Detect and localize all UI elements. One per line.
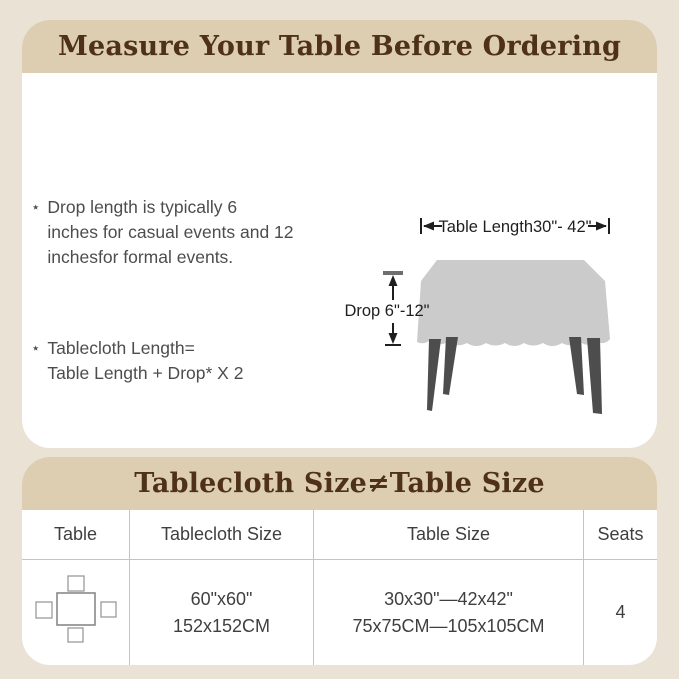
drop-length-note-text [47,195,293,270]
table-length-dimension [421,218,609,236]
star-bullet-icon: ⋆ [31,340,41,357]
tablecloth-length-note [31,336,243,386]
table-leg [427,339,441,411]
star-bullet-icon: ⋆ [31,199,41,216]
size-table [22,510,657,665]
table-size-inches: 30x30"—42x42" [384,588,513,609]
table-leg [443,337,458,395]
table-size-cell [314,560,584,665]
size-card-header [22,457,657,510]
col-header-tablecloth-size: Tablecloth Size [130,510,314,560]
measure-card-header [22,20,657,73]
note-line: inchesfor formal events. [47,247,234,267]
seats-cell: 4 [615,602,626,622]
note-line: inches for casual events and 12 [47,222,294,242]
table-measurement-diagram [330,211,630,421]
tablecloth-size-inches: 60"x60" [190,588,253,609]
note-line: Drop length is typically 6 [47,197,238,217]
note-line: Table Length + Drop* X 2 [47,363,244,383]
tablecloth-size-cm: 152x152CM [172,615,271,636]
square-table-with-4-chairs-icon [31,574,121,652]
tablecloth-size-cell [130,560,314,665]
size-card [22,457,657,665]
measure-title: Measure Your Table Before Ordering [57,31,622,62]
measure-card [22,20,657,448]
size-title: Tablecloth Size≠Table Size [134,468,545,499]
col-header-seats: Seats [584,510,657,560]
measure-card-body [22,73,657,448]
table-shape-cell [22,560,130,665]
tablecloth-shape [417,260,610,346]
drop-length-note [31,195,294,270]
drop-label: Drop 6"-12" [344,302,430,320]
table-leg [569,337,584,395]
note-line: Tablecloth Length= [47,338,195,358]
col-header-table: Table [22,510,130,560]
drop-dimension [344,273,429,345]
tablecloth-length-note-text [47,336,243,386]
table-size-cm: 75x75CM—105x105CM [352,615,545,636]
table-leg [587,338,602,414]
col-header-table-size: Table Size [314,510,584,560]
table-length-label: Table Length30"- 42" [438,218,592,236]
